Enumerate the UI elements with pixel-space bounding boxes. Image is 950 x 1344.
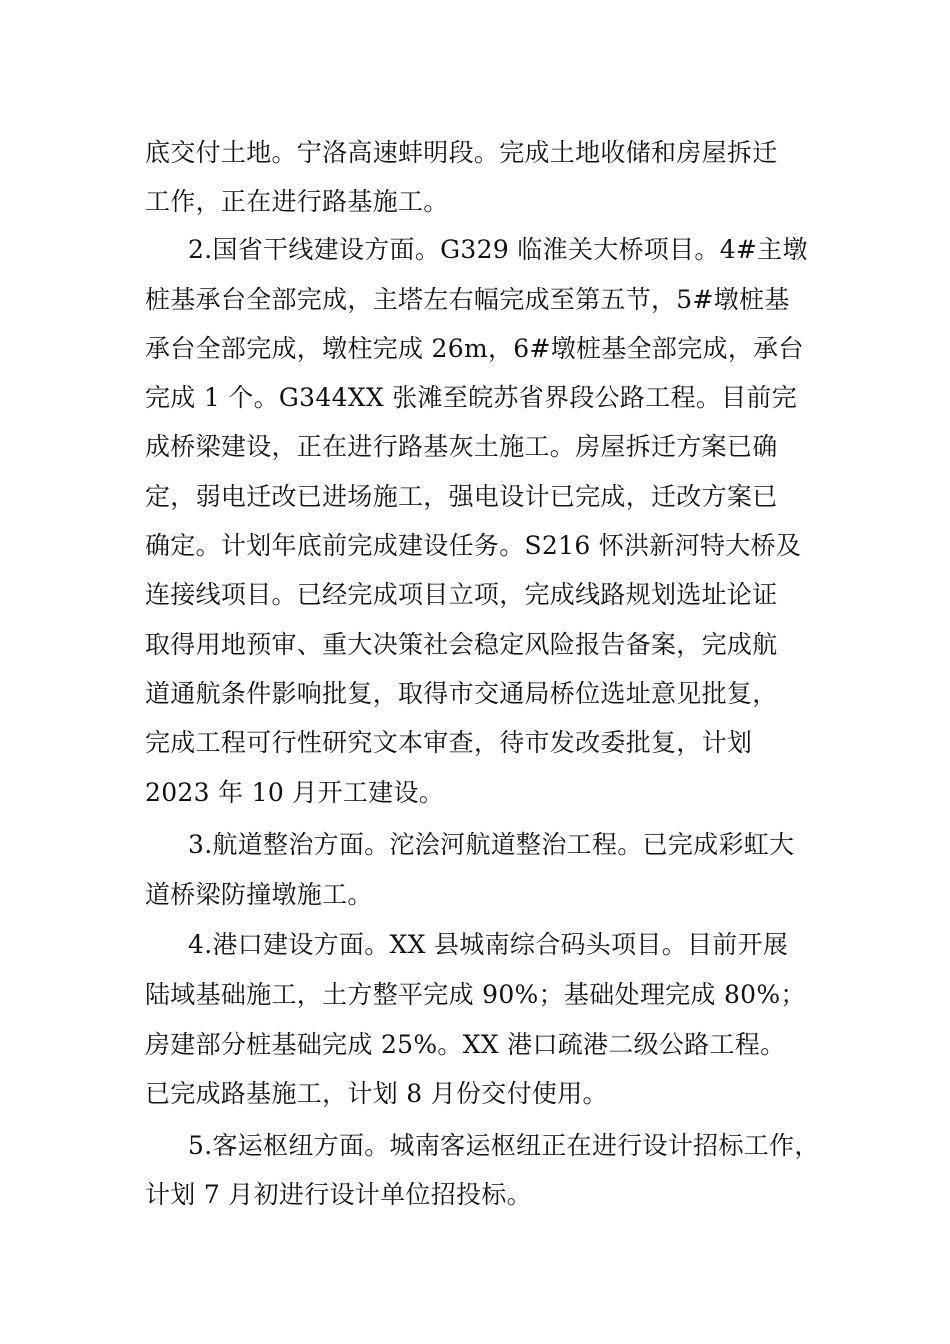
text-line: 完成 1 个。G344XX 张滩至皖苏省界段公路工程。目前完 bbox=[145, 383, 798, 412]
text-line: 连接线项目。已经完成项目立项，完成线路规划选址论证 bbox=[145, 580, 778, 609]
text-line: 房建部分桩基础完成 25%。XX 港口疏港二级公路工程。 bbox=[145, 1030, 786, 1059]
text-line: 道桥梁防撞墩施工。 bbox=[145, 880, 373, 909]
text-line: 2.国省干线建设方面。G329 临淮关大桥项目。4#主墩 bbox=[188, 235, 808, 264]
text-line: 计划 7 月初进行设计单位招投标。 bbox=[145, 1180, 532, 1209]
text-line: 成桥梁建设，正在进行路基灰土施工。房屋拆迁方案已确 bbox=[145, 432, 778, 461]
text-line: 定，弱电迁改已进场施工，强电设计已完成，迁改方案已 bbox=[145, 482, 778, 511]
text-line: 完成工程可行性研究文本审查，待市发改委批复，计划 bbox=[145, 728, 753, 757]
text-line: 3.航道整治方面。沱浍河航道整治工程。已完成彩虹大 bbox=[188, 830, 795, 859]
text-line: 桩基承台全部完成，主塔左右幅完成至第五节，5#墩桩基 bbox=[145, 285, 790, 314]
text-line: 2023 年 10 月开工建设。 bbox=[145, 778, 445, 807]
text-line: 陆域基础施工，土方整平完成 90%；基础处理完成 80%； bbox=[145, 980, 806, 1009]
text-line: 4.港口建设方面。XX 县城南综合码头项目。目前开展 bbox=[188, 930, 789, 959]
text-line: 取得用地预审、重大决策社会稳定风险报告备案，完成航 bbox=[145, 630, 778, 659]
text-line: 道通航条件影响批复，取得市交通局桥位选址意见批复， bbox=[145, 679, 778, 708]
text-line: 已完成路基施工，计划 8 月份交付使用。 bbox=[145, 1079, 608, 1108]
text-line: 确定。计划年底前完成建设任务。S216 怀洪新河特大桥及 bbox=[145, 531, 802, 560]
text-line: 工作，正在进行路基施工。 bbox=[145, 187, 449, 216]
text-line: 承台全部完成，墩柱完成 26m，6#墩桩基全部完成，承台 bbox=[145, 334, 804, 363]
text-line: 5.客运枢纽方面。城南客运枢纽正在进行设计招标工作， bbox=[188, 1131, 820, 1160]
text-line: 底交付土地。宁洛高速蚌明段。完成土地收储和房屋拆迁 bbox=[145, 138, 778, 167]
